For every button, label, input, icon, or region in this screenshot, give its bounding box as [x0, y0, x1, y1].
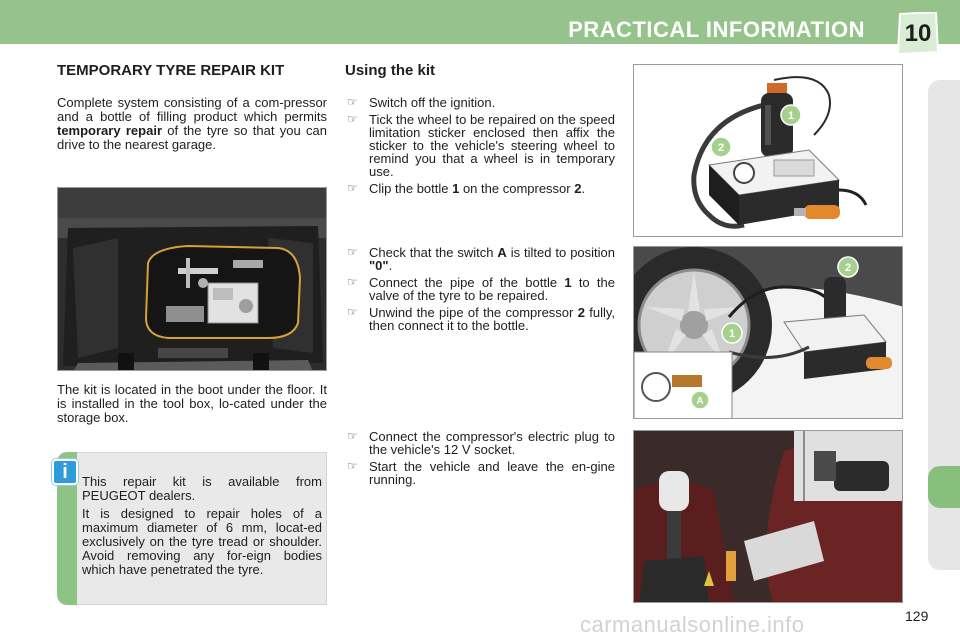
wheel-connection-illustration [633, 246, 903, 419]
pointing-hand-icon: ☞ [347, 305, 358, 319]
pointing-hand-icon: ☞ [347, 95, 358, 109]
page-title: PRACTICAL INFORMATION [568, 17, 865, 42]
chapter-badge [896, 12, 940, 54]
pointing-hand-icon: ☞ [347, 112, 358, 126]
callout-compressor-label: 2 [844, 262, 852, 274]
list-item: ☞ Clip the bottle 1 on the compressor 2. [347, 181, 586, 196]
callout-compressor-label: 2 [717, 142, 725, 154]
list-item: ☞ Connect the compressor's electric plug to the vehicle's 12 V socket. [347, 429, 615, 457]
pointing-hand-icon: ☞ [347, 245, 358, 259]
info-text-repair-limits: It is designed to repair holes of a maximum diameter of 6 mm, locat-ed exclusively on the tyre tread or shoulder. Avoid removing any for-eign bodies which have penetrated the tyre. [82, 506, 322, 577]
location-paragraph: The kit is located in the boot under the floor. It is installed in the tool box, lo-cated under the storage box. [57, 382, 327, 425]
power-socket-illustration [633, 430, 903, 603]
callout-switch-label: A [696, 396, 704, 407]
instruction-list-connection [345, 246, 615, 336]
callout-bottle-label: 1 [787, 110, 795, 122]
instruction-list-start [345, 430, 615, 490]
callout-bottle-label: 1 [728, 328, 736, 340]
list-item: ☞ Tick the wheel to be repaired on the speed limitation sticker enclosed then affix the sticker to the vehicle's steering wheel to remind you that a wheel is in temporary use. [347, 112, 615, 179]
instruction-list-preparation [345, 96, 615, 199]
info-text-availability: This repair kit is available from PEUGEOT dealers. [82, 474, 322, 503]
list-item: ☞ Check that the switch A is tilted to position "0". [347, 245, 615, 273]
info-icon: i [52, 459, 78, 485]
page-number: 129 [905, 608, 929, 624]
intro-paragraph: Complete system consisting of a com-pressor and a bottle of filling product which permits temporary repair of the tyre so that you can drive to the nearest garage. [57, 95, 328, 152]
pointing-hand-icon: ☞ [347, 429, 358, 443]
list-item: ☞ Connect the pipe of the bottle 1 to the valve of the tyre to be repaired. [347, 275, 615, 303]
pointing-hand-icon: ☞ [347, 459, 358, 473]
list-item: ☞ Start the vehicle and leave the en-gine running. [347, 459, 615, 487]
pointing-hand-icon: ☞ [347, 275, 358, 289]
boot-tool-box-photo [57, 187, 327, 371]
using-kit-heading: Using the kit [345, 62, 436, 79]
list-item: ☞ Switch off the ignition. [347, 95, 496, 110]
watermark: carmanualsonline.info [580, 612, 805, 637]
compressor-kit-illustration [633, 64, 903, 237]
side-tab-active [928, 466, 960, 508]
list-item: ☞ Unwind the pipe of the compressor 2 fully, then connect it to the bottle. [347, 305, 615, 333]
chapter-number: 10 [904, 20, 932, 47]
section-heading: TEMPORARY TYRE REPAIR KIT [57, 62, 285, 79]
pointing-hand-icon: ☞ [347, 181, 358, 195]
